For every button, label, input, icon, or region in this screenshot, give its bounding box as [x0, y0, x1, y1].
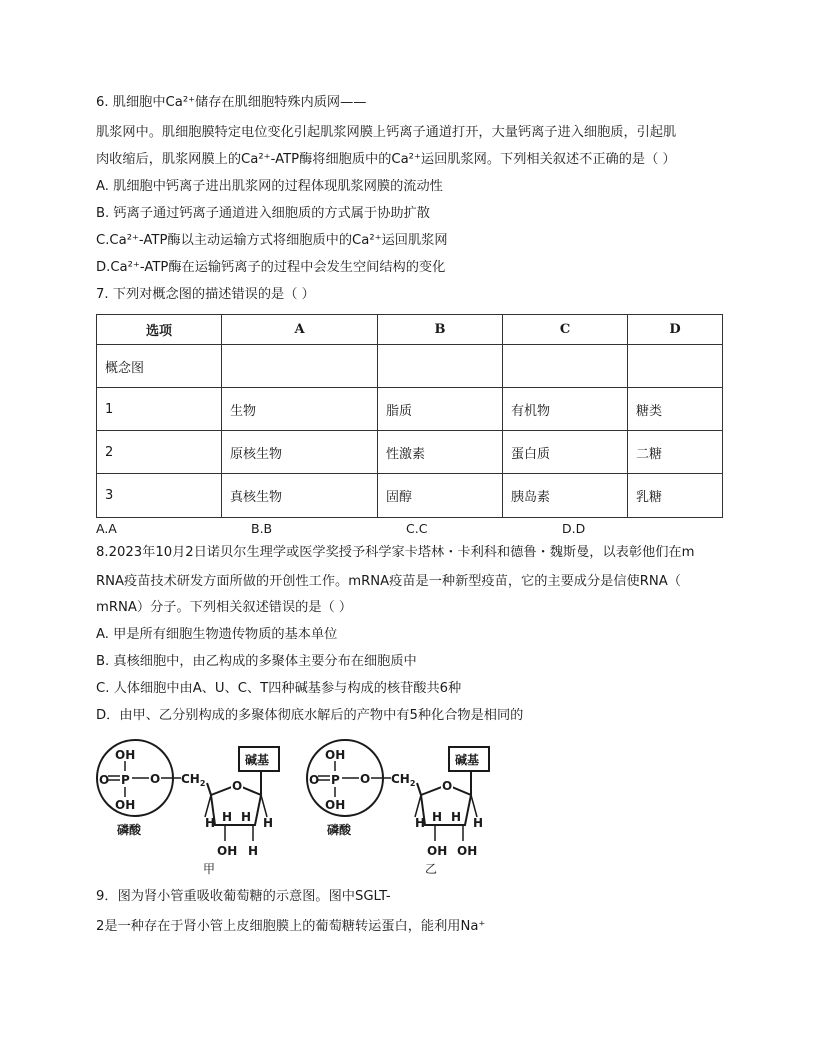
- q6-option-a: A. 肌细胞中钙离子进出肌浆网的过程体现肌浆网膜的流动性: [96, 179, 443, 194]
- table-cell: 二糖: [628, 431, 723, 474]
- table-cell: 胰岛素: [503, 474, 628, 518]
- table-cell: 概念图: [97, 345, 222, 388]
- h-label: H: [415, 816, 426, 830]
- q7-option-d: D.D: [562, 521, 586, 536]
- nucleotide-yi: [307, 740, 489, 876]
- table-cell: 有机物: [503, 388, 628, 431]
- table-cell: 原核生物: [222, 431, 378, 474]
- table-header-cell: D: [628, 315, 723, 345]
- table-row: [97, 474, 723, 518]
- h-label: H: [432, 810, 443, 824]
- h-label: H: [222, 810, 233, 824]
- oh-label: OH: [427, 844, 448, 858]
- q7-option-b: B.B: [251, 521, 273, 536]
- q9-stem-line2: 2是一种存在于肾小管上皮细胞膜上的葡萄糖转运蛋白，能利用Na⁺: [96, 919, 486, 934]
- o-label: O: [360, 772, 371, 786]
- table-row: [97, 431, 723, 474]
- table-cell: 2: [97, 431, 222, 474]
- table-header-row: [97, 315, 723, 345]
- q7-stem: 7. 下列对概念图的描述错误的是（ ）: [96, 287, 315, 302]
- nucleotide-figure: [95, 733, 515, 881]
- oh-label: OH: [217, 844, 238, 858]
- table-row: [97, 388, 723, 431]
- phosphate-label: 磷酸: [117, 823, 142, 837]
- q8-stem-line2: RNA疫苗技术研发方面所做的开创性工作。mRNA疫苗是一种新型疫苗，它的主要成分是信使RNA（: [96, 574, 681, 589]
- ch2-label: $CH_2$: [181, 772, 206, 788]
- q6-option-c: C.Ca²⁺-ATP酶以主动运输方式将细胞质中的Ca²⁺运回肌浆网: [96, 233, 448, 248]
- table-header-cell: 选项: [97, 315, 222, 345]
- h-label: H: [473, 816, 484, 830]
- q8-option-b: B. 真核细胞中，由乙构成的多聚体主要分布在细胞质中: [96, 654, 417, 669]
- oh-label: OH: [325, 798, 346, 812]
- oh-label: OH: [457, 844, 478, 858]
- q6-stem-line3: 肉收缩后，肌浆网膜上的Ca²⁺-ATP酶将细胞质中的Ca²⁺运回肌浆网。下列相关叙述不正确的是（ ）: [96, 152, 676, 167]
- h-label: H: [241, 810, 252, 824]
- table-cell: 真核生物: [222, 474, 378, 518]
- o-label: O: [442, 779, 453, 793]
- oh-label: OH: [325, 748, 346, 762]
- o-label: O: [99, 773, 110, 787]
- oh-label: OH: [115, 748, 136, 762]
- table-cell: [628, 345, 723, 388]
- yi-label: 乙: [425, 862, 438, 876]
- q8-option-a: A. 甲是所有细胞生物遗传物质的基本单位: [96, 627, 338, 642]
- base-label: 碱基: [245, 753, 270, 767]
- table-cell: 蛋白质: [503, 431, 628, 474]
- p-label: P: [121, 773, 130, 787]
- q7-option-a: A.A: [96, 521, 117, 536]
- table-header-cell: C: [503, 315, 628, 345]
- table-cell: [378, 345, 503, 388]
- q6-option-b: B. 钙离子通过钙离子通道进入细胞质的方式属于协助扩散: [96, 206, 430, 221]
- table-cell: [222, 345, 378, 388]
- table-cell: 乳糖: [628, 474, 723, 518]
- ch2-label: $CH_2$: [391, 772, 416, 788]
- oh-label: OH: [115, 798, 136, 812]
- nucleotide-jia: [97, 740, 279, 876]
- table-cell: 生物: [222, 388, 378, 431]
- q8-option-d: D．由甲、乙分别构成的多聚体彻底水解后的产物中有5种化合物是相同的: [96, 708, 524, 723]
- table-row: [97, 345, 723, 388]
- o-label: O: [232, 779, 243, 793]
- table-header-cell: B: [378, 315, 503, 345]
- table-cell: 3: [97, 474, 222, 518]
- q8-stem-line1: 8.2023年10月2日诺贝尔生理学或医学奖授予科学家卡塔林・卡利科和德鲁・魏斯曼，以表彰他们在m: [96, 545, 695, 560]
- h-label: H: [263, 816, 274, 830]
- o-label: O: [309, 773, 320, 787]
- q7-option-c: C.C: [406, 521, 428, 536]
- concept-table: [96, 314, 723, 518]
- q8-stem-line3: mRNA）分子。下列相关叙述错误的是（ ）: [96, 600, 353, 615]
- table-cell: 固醇: [378, 474, 503, 518]
- q6-stem-line1: 6. 肌细胞中Ca²⁺储存在肌细胞特殊内质网——: [96, 95, 367, 110]
- h-label: H: [205, 816, 216, 830]
- o-label: O: [150, 772, 161, 786]
- table-cell: 脂质: [378, 388, 503, 431]
- h-label: H: [248, 844, 259, 858]
- table-cell: 性激素: [378, 431, 503, 474]
- jia-label: 甲: [203, 862, 216, 876]
- q6-option-d: D.Ca²⁺-ATP酶在运输钙离子的过程中会发生空间结构的变化: [96, 260, 446, 275]
- p-label: P: [331, 773, 340, 787]
- q6-stem-line2: 肌浆网中。肌细胞膜特定电位变化引起肌浆网膜上钙离子通道打开，大量钙离子进入细胞质，引起肌: [96, 125, 677, 140]
- h-label: H: [451, 810, 462, 824]
- table-cell: 1: [97, 388, 222, 431]
- q9-stem-line1: 9．图为肾小管重吸收葡萄糖的示意图。图中SGLT-: [96, 889, 391, 904]
- table-cell: [503, 345, 628, 388]
- base-label: 碱基: [455, 753, 480, 767]
- phosphate-label: 磷酸: [327, 823, 352, 837]
- table-cell: 糖类: [628, 388, 723, 431]
- q8-option-c: C. 人体细胞中由A、U、C、T四种碱基参与构成的核苷酸共6种: [96, 681, 462, 696]
- table-header-cell: A: [222, 315, 378, 345]
